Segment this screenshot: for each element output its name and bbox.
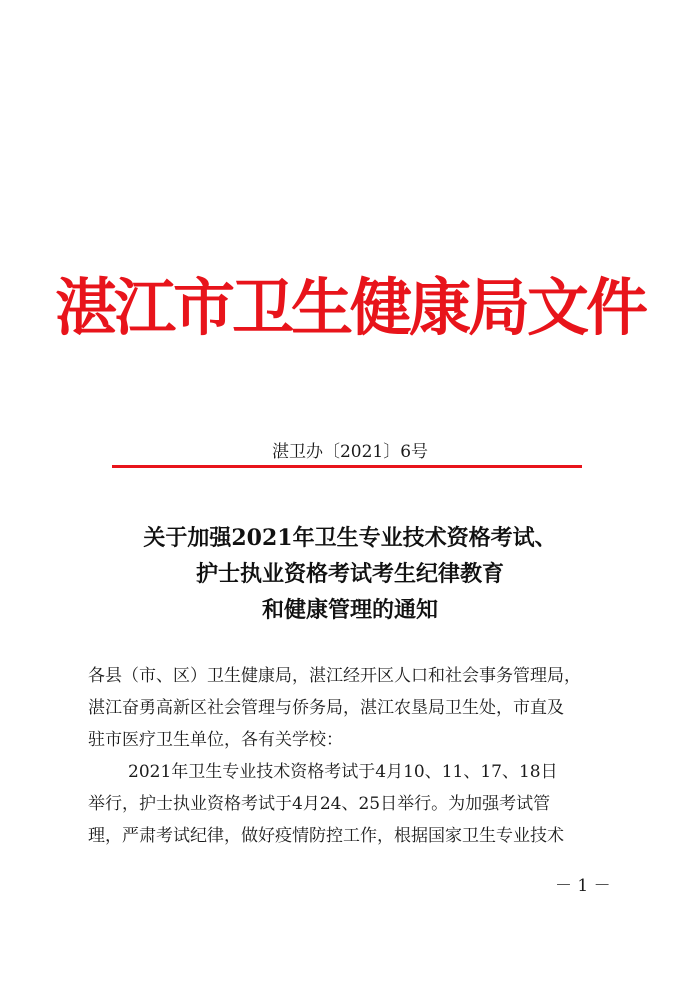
recipients-line-3: 驻市医疗卫生单位，各有关学校：: [88, 730, 343, 750]
paragraph-line-2: 举行，护士执业资格考试于4月24、25日举行。为加强考试管: [88, 794, 551, 814]
recipients-line-2: 湛江奋勇高新区社会管理与侨务局，湛江农垦局卫生处，市直及: [88, 698, 564, 718]
title-line-1: 关于加强2021年卫生专业技术资格考试、: [143, 525, 557, 551]
document-number: 湛卫办〔2021〕6号: [271, 442, 429, 462]
title-line-2: 护士执业资格考试考生纪律教育: [195, 561, 504, 587]
red-divider-line: [112, 465, 582, 468]
document-title: [0, 520, 700, 628]
page-number: － 1 －: [555, 876, 611, 896]
recipients-line-1: 各县（市、区）卫生健康局，湛江经开区人口和社会事务管理局，: [88, 666, 581, 686]
issuer-heading: 湛江市卫生健康局文件: [54, 271, 645, 344]
title-line-3: 和健康管理的通知: [261, 597, 438, 623]
paragraph-line-3: 理，严肃考试纪律，做好疫情防控工作，根据国家卫生专业技术: [88, 826, 564, 846]
paragraph-line-1: 2021年卫生专业技术资格考试于4月10、11、17、18日: [128, 762, 558, 782]
document-body: [88, 660, 614, 852]
